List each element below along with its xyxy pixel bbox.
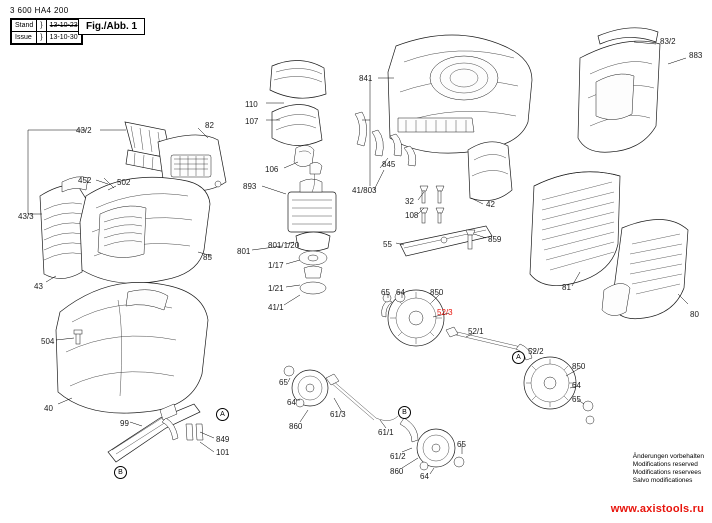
callout-502: 502: [117, 178, 131, 187]
callout-850-b: 850: [572, 362, 586, 371]
part-group-55: [400, 226, 492, 256]
callout-55: 55: [383, 240, 392, 249]
callout-41-803: 41/803: [352, 186, 377, 195]
callout-40: 40: [44, 404, 53, 413]
part-group-83-2: [578, 28, 660, 152]
callout-849: 849: [216, 435, 230, 444]
legal-footnote: [633, 453, 704, 485]
ref-marker-b-2: B: [398, 406, 411, 419]
callout-65-c: 65: [279, 378, 288, 387]
callout-43-3: 43/3: [18, 212, 34, 221]
callout-52-2: 52/2: [528, 347, 544, 356]
callout-101: 101: [216, 448, 230, 457]
revision-label-stand: Stand: [12, 20, 37, 32]
callout-41-1: 41/1: [268, 303, 284, 312]
callout-61-1: 61/1: [378, 428, 394, 437]
ref-marker-b-1: B: [114, 466, 127, 479]
callout-850-a: 850: [430, 288, 444, 297]
callout-108: 108: [405, 211, 419, 220]
callout-43: 43: [34, 282, 43, 291]
callout-504: 504: [41, 337, 55, 346]
part-group-32: [420, 186, 444, 223]
callout-64-d: 64: [420, 472, 429, 481]
callout-801-1-20: 801/1/20: [268, 241, 300, 250]
footnote-line-en: Modifications reserved: [632, 461, 698, 468]
revision-date-struck: 13-10-23: [46, 20, 81, 32]
callout-64-a: 64: [396, 288, 405, 297]
callout-99: 99: [120, 419, 129, 428]
part-number: 3 600 HA4 200: [10, 6, 69, 15]
callout-64-b: 64: [572, 381, 581, 390]
callout-452: 452: [78, 176, 92, 185]
part-group-841: [388, 35, 532, 153]
callout-64-c: 64: [287, 398, 296, 407]
callout-80: 80: [690, 310, 699, 319]
revision-sep-0: }: [37, 20, 46, 32]
callout-859: 859: [488, 235, 502, 244]
callout-65-a: 65: [381, 288, 390, 297]
part-group-860-right: [417, 429, 464, 470]
part-group-81: [530, 172, 620, 286]
footnote-line-de: Änderungen vorbehalten: [632, 453, 704, 460]
callout-845: 845: [382, 160, 396, 169]
part-group-40: [56, 282, 208, 413]
watermark-url: www.axistools.ru: [610, 503, 704, 515]
callout-83-2: 83/2: [660, 37, 676, 46]
callout-61-3: 61/3: [330, 410, 346, 419]
callout-110: 110: [245, 100, 258, 109]
callout-82: 82: [205, 121, 214, 130]
figure-label: Fig./Abb. 1: [78, 18, 145, 35]
callout-65-b: 65: [572, 395, 581, 404]
callout-32: 32: [405, 197, 414, 206]
part-group-85: [80, 177, 210, 283]
callout-43-2: 43/2: [76, 126, 92, 135]
callout-42: 42: [486, 200, 495, 209]
callout-801: 801: [237, 247, 251, 256]
revision-label-issue: Issue: [12, 32, 37, 44]
callout-1-21: 1/21: [268, 284, 284, 293]
callout-52-1: 52/1: [468, 327, 484, 336]
ref-marker-a-1: A: [216, 408, 229, 421]
callout-61-2: 61/2: [390, 452, 406, 461]
callout-81: 81: [562, 283, 571, 292]
callout-841: 841: [359, 74, 373, 83]
ref-marker-a-2: A: [512, 351, 525, 364]
footnote-line-fr: Modifications reservees: [632, 469, 702, 476]
callout-1-17: 1/17: [268, 261, 284, 270]
revision-date: 13-10-30: [46, 32, 81, 44]
part-group-801: [288, 162, 336, 294]
callout-65-d: 65: [457, 440, 466, 449]
callout-85: 85: [203, 253, 212, 262]
footnote-line-es: Salvo modificationes: [632, 477, 693, 484]
callout-883: 883: [689, 51, 703, 60]
part-group-850-left: [382, 290, 444, 346]
callout-860-a: 860: [289, 422, 303, 431]
revision-sep-1: }: [37, 32, 46, 44]
callout-52-3: 52/3: [437, 308, 453, 317]
part-group-42: [468, 142, 512, 201]
callout-106: 106: [265, 165, 279, 174]
callout-860-b: 860: [390, 467, 404, 476]
callout-893: 893: [243, 182, 257, 191]
callout-107: 107: [245, 117, 259, 126]
